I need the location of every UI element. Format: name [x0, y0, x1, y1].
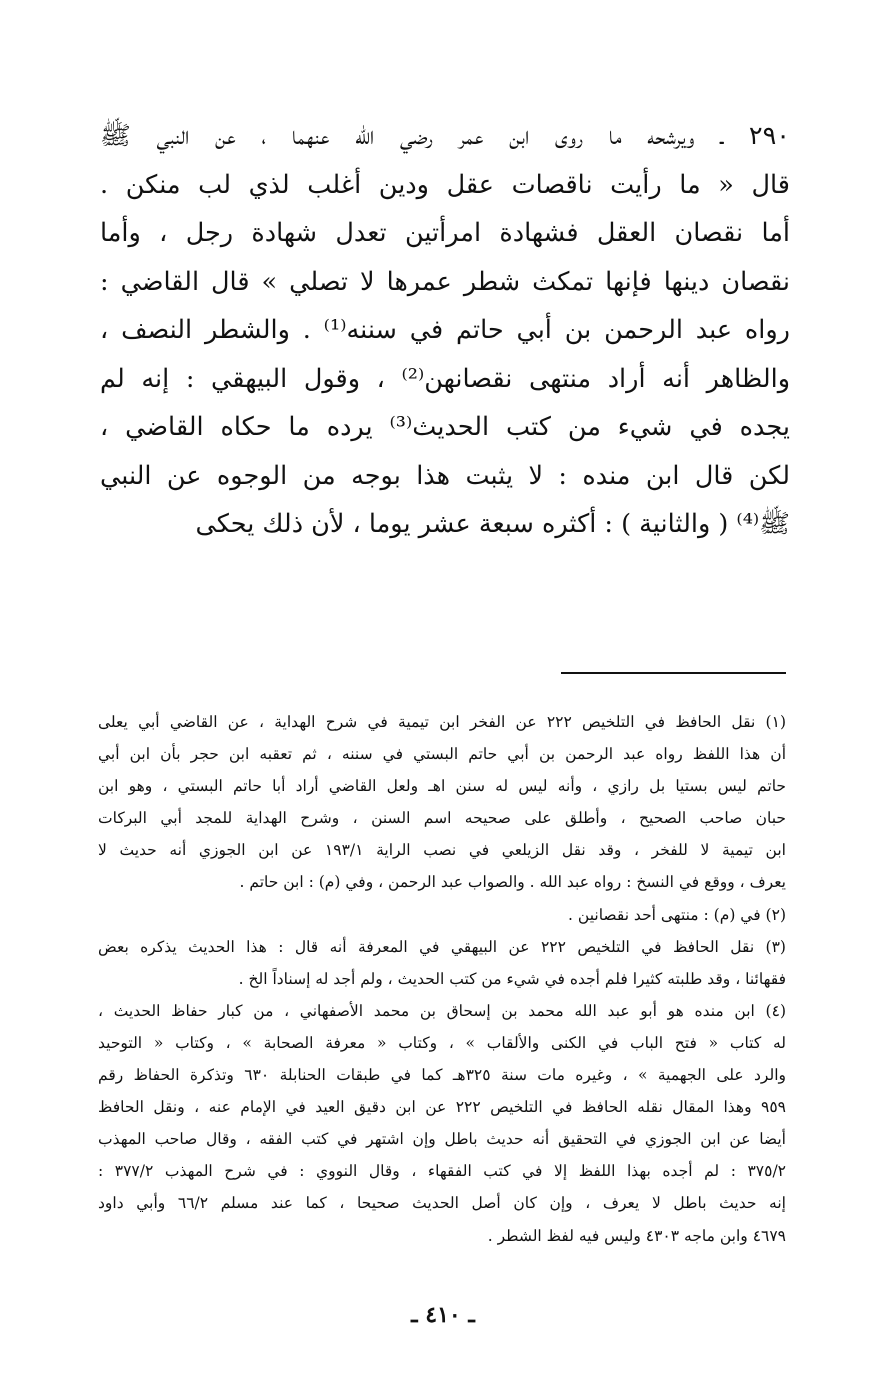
footnote-divider: [561, 672, 786, 674]
footnote-line: أن هذا اللفظ رواه عبد الرحمن بن أبي حاتم البستي في سننه ، ثم تعقبه ابن حجر بأن ابن أبي: [98, 745, 786, 764]
main-text-line: أما نقصان العقل فشهادة امرأتين تعدل شهادة رجل ، وأما: [100, 218, 790, 248]
main-text-line: رواه عبد الرحمن بن أبي حاتم في سننه⁽¹⁾ . والشطر النصف ،: [100, 315, 790, 345]
footnote-line: (٤) ابن منده هو أبو عبد الله محمد بن إسحاق بن محمد الأصفهاني ، من كبار حفاظ الحديث ،: [98, 1001, 786, 1020]
main-text-line: ﷺ⁽⁴⁾ ( والثانية ) : أكثره سبعة عشر يوما ، لأن ذلك يحكى: [195, 509, 790, 539]
footnote-line: (٢) في (م) : منتهى أحد نقصانين .: [568, 905, 786, 924]
footnotes-section: [98, 706, 786, 1252]
footnote-line: أيضا عن ابن الجوزي في التحقيق أنه حديث باطل وإن اشتهر في كتب الفقه ، وقال صاحب المهذب: [98, 1130, 786, 1149]
footnote-line: حبان صاحب الصحيح ، وأطلق على صحيحه اسم السنن ، وشرح الهداية للمجد أبي البركات: [98, 809, 786, 828]
main-text-line: يجده في شيء من كتب الحديث⁽³⁾ يرده ما حكاه القاضي ،: [100, 412, 790, 442]
footnote-line: والرد على الجهمية » ، وغيره مات سنة ٣٢٥هـ كما في طبقات الحنابلة ٦٣٠ وتذكرة الحفاظ رقم: [98, 1066, 786, 1085]
footnote-line: ٤٦٧٩ وابن ماجه ٤٣٠٣ وليس فيه لفظ الشطر .: [487, 1226, 786, 1245]
footnote-line: (٣) نقل الحافظ في التلخيص ٢٢٢ عن البيهقي في المعرفة أنه قال : هذا الحديث يذكره بعض: [98, 937, 786, 956]
page-number: ـ ٤١٠ ـ: [411, 1302, 475, 1328]
footnote-line: له كتاب « فتح الباب في الكنى والألقاب » ، وكتاب « معرفة الصحابة » ، وكتاب « التوحيد: [98, 1033, 786, 1052]
main-text-line: قال « ما رأيت ناقصات عقل ودين أغلب لذي لب منكن .: [100, 169, 790, 200]
footnote-line: حاتم ليس بستيا بل رازي ، وأنه ليس له سنن اهـ ولعل القاضي أراد أبا حاتم البستي ، وهو ابن: [98, 777, 786, 796]
main-text-line: ٢٩٠ ـ ويرشحه ما روى ابن عمر رضي الله عنهما ، عن النبي ﷺ: [100, 121, 790, 151]
footnote-line: (١) نقل الحافظ في التلخيص ٢٢٢ عن الفخر ابن تيمية في شرح الهداية ، عن القاضي أبي يعلى: [98, 713, 786, 731]
footnote-line: فقهائنا ، وقد طلبته كثيرا فلم أجده في شيء من كتب الحديث ، ولم أجد له إسناداً الخ .: [238, 969, 786, 988]
footnote-line: ابن تيمية لا للفخر ، وقد نقل الزيلعي في نصب الراية ١٩٣/١ عن ابن الجوزي أنه حديث لا: [98, 841, 786, 860]
footnote-line: ٣٧٥/٢ : لم أجده بهذا اللفظ إلا في كتب الفقهاء ، وقال النووي : في شرح المهذب ٣٧٧/٢ :: [98, 1162, 786, 1181]
main-text-line: والظاهر أنه أراد منتهى نقصانهن⁽²⁾ ، وقول البيهقي : إنه لم: [100, 363, 790, 394]
main-text-line: نقصان دينها فإنها تمكث شطر عمرها لا تصلي » قال القاضي :: [100, 266, 790, 297]
main-text-line: لكن قال ابن منده : لا يثبت هذا بوجه من الوجوه عن النبي: [100, 460, 790, 491]
footnote-line: إنه حديث باطل لا يعرف ، وإن كان أصل الحديث صحيحا ، كما عند مسلم ٦٦/٢ وأبي داود: [98, 1194, 786, 1213]
main-text-body: [100, 112, 790, 549]
footnote-line: ٩٥٩ وهذا المقال نقله الحافظ في التلخيص ٢٢٢ عن ابن دقيق العيد في الإمام عنه ، ونقل الحافظ: [98, 1098, 786, 1117]
footnote-line: يعرف ، ووقع في النسخ : رواه عبد الله . والصواب عبد الرحمن ، وفي (م) : ابن حاتم .: [239, 873, 786, 892]
